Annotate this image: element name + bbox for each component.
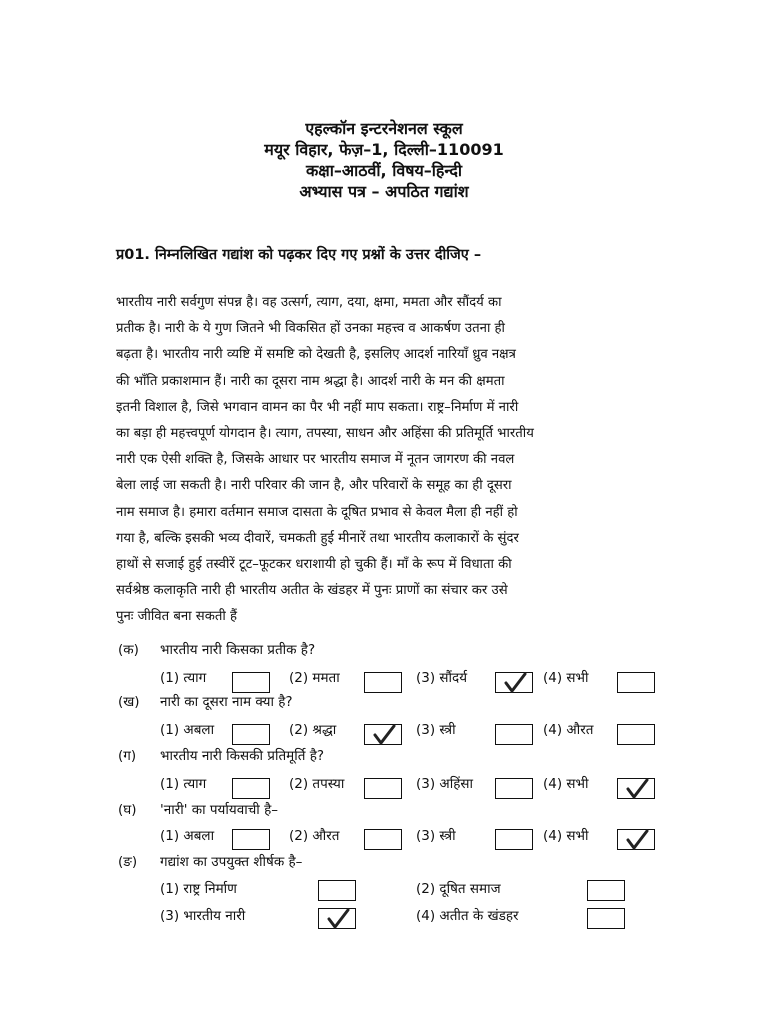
answer-checkbox[interactable] [232, 672, 270, 693]
option-label: (3) स्त्री [416, 828, 456, 844]
check-mark-icon [621, 828, 653, 852]
answer-checkbox[interactable] [232, 829, 270, 850]
option-label: (1) राष्ट्र निर्माण [160, 881, 237, 897]
question-text: 'नारी' का पर्यायवाची है– [160, 802, 278, 818]
check-mark-icon [621, 777, 653, 801]
option-label: (4) सभी [543, 828, 589, 844]
question-number: (घ) [118, 802, 137, 818]
answer-checkbox[interactable] [495, 829, 533, 850]
question-number: (ख) [118, 694, 140, 710]
check-mark-icon [499, 671, 531, 695]
option-label: (3) अहिंसा [416, 776, 474, 792]
check-mark-icon [322, 907, 354, 931]
option-label: (3) भारतीय नारी [160, 908, 246, 924]
question-instruction: प्र01. निम्नलिखित गद्यांश को पढ़कर दिए गए प्रश्नों के उत्तर दीजिए – [116, 247, 482, 263]
answer-checkbox[interactable] [364, 724, 402, 745]
worksheet-title: अभ्यास पत्र – अपठित गद्यांश [299, 182, 469, 201]
answer-checkbox[interactable] [587, 908, 625, 929]
option-label: (1) अबला [160, 722, 215, 738]
passage-line: भारतीय नारी सर्वगुण संपन्न है। वह उत्सर्ग, त्याग, दया, क्षमा, ममता और सौंदर्य का [116, 295, 502, 310]
answer-checkbox[interactable] [318, 908, 356, 929]
school-address: मयूर विहार, फेज़–1, दिल्ली–110091 [264, 140, 504, 159]
class-subject: कक्षा–आठवीं, विषय–हिन्दी [305, 161, 463, 180]
passage-line: बेला लाई जा सकती है। नारी परिवार की जान है, और परिवारों के समूह का ही दूसरा [116, 478, 512, 494]
option-label: (2) दूषित समाज [416, 881, 501, 897]
answer-checkbox[interactable] [232, 724, 270, 745]
passage-line: प्रतीक है। नारी के ये गुण जितने भी विकसित हों उनका महत्त्व व आकर्षण उतना ही [116, 321, 505, 337]
answer-checkbox[interactable] [495, 724, 533, 745]
option-label: (2) ममता [289, 670, 340, 686]
answer-checkbox[interactable] [617, 778, 655, 799]
option-label: (1) त्याग [160, 776, 207, 792]
option-label: (4) अतीत के खंडहर [416, 908, 519, 924]
option-label: (1) त्याग [160, 670, 207, 686]
question-number: (ग) [118, 748, 137, 764]
option-label: (4) औरत [543, 722, 594, 738]
question-text: भारतीय नारी किसकी प्रतिमूर्ति है? [160, 748, 325, 764]
option-label: (4) सभी [543, 776, 589, 792]
option-label: (4) सभी [543, 670, 589, 686]
passage-line: नारी एक ऐसी शक्ति है, जिसके आधार पर भारतीय समाज में नूतन जागरण की नवल [116, 452, 515, 468]
passage-line: का बड़ा ही महत्त्वपूर्ण योगदान है। त्याग, तपस्या, साधन और अहिंसा की प्रतिमूर्ति भारतीय [116, 425, 534, 441]
question-text: गद्यांश का उपयुक्त शीर्षक है– [160, 854, 303, 870]
check-mark-icon [368, 723, 400, 747]
passage [116, 290, 658, 630]
school-name: एहल्कॉन इन्टरनेशनल स्कूल [305, 119, 463, 138]
passage-line: बढ़ता है। भारतीय नारी व्यष्टि में समष्टि को देखती है, इसलिए आदर्श नारियाँ ध्रुव नक्षत्र [116, 347, 516, 363]
option-label: (3) स्त्री [416, 722, 456, 738]
answer-checkbox[interactable] [617, 672, 655, 693]
answer-checkbox[interactable] [318, 880, 356, 901]
answer-checkbox[interactable] [232, 778, 270, 799]
option-label: (2) औरत [289, 828, 340, 844]
question-number: (ङ) [118, 854, 138, 870]
answer-checkbox[interactable] [495, 778, 533, 799]
passage-line: की भाँति प्रकाशमान हैं। नारी का दूसरा नाम श्रद्धा है। आदर्श नारी के मन की क्षमता [116, 373, 505, 389]
answer-checkbox[interactable] [364, 672, 402, 693]
passage-line: नाम समाज है। हमारा वर्तमान समाज दासता के दूषित प्रभाव से केवल मैला ही नहीं हो [116, 504, 518, 520]
answer-checkbox[interactable] [617, 829, 655, 850]
passage-line: हाथों से सजाई हुई तस्वीरें टूट–फूटकर धराशायी हो चुकी हैं। माँ के रूप में विधाता की [116, 556, 512, 572]
question-number: (क) [118, 642, 139, 658]
answer-checkbox[interactable] [495, 672, 533, 693]
answer-checkbox[interactable] [587, 880, 625, 901]
option-label: (1) अबला [160, 828, 215, 844]
answer-checkbox[interactable] [364, 778, 402, 799]
passage-line: पुनः जीवित बना सकती हैं [116, 609, 237, 625]
passage-line: सर्वश्रेष्ठ कलाकृति नारी ही भारतीय अतीत के खंडहर में पुनः प्राणों का संचार कर उसे [116, 583, 508, 599]
option-label: (2) श्रद्धा [289, 722, 337, 738]
passage-line: गया है, बल्कि इसकी भव्य दीवारें, चमकती हुई मीनारें तथा भारतीय कलाकारों के सुंदर [116, 530, 519, 546]
answer-checkbox[interactable] [364, 829, 402, 850]
question-text: भारतीय नारी किसका प्रतीक है? [160, 642, 316, 658]
option-label: (3) सौंदर्य [416, 670, 468, 686]
option-label: (2) तपस्या [289, 776, 345, 792]
passage-line: इतनी विशाल है, जिसे भगवान वामन का पैर भी नहीं माप सकता। राष्ट्र–निर्माण में नारी [116, 399, 519, 415]
question-text: नारी का दूसरा नाम क्या है? [160, 694, 293, 710]
worksheet-header [0, 118, 768, 202]
answer-checkbox[interactable] [617, 724, 655, 745]
